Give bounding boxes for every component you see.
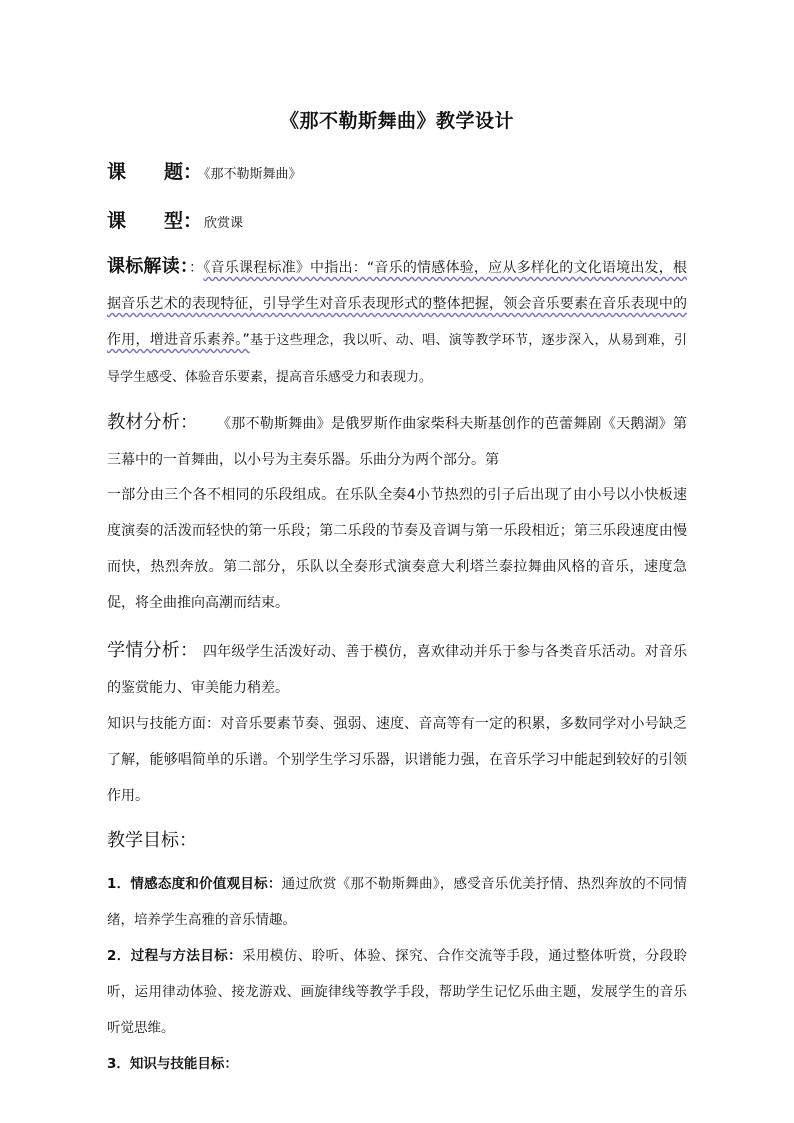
goal-item-1 bbox=[107, 866, 687, 938]
goal-1-label: 情感态度和价值观目标： bbox=[130, 876, 282, 892]
students-paragraph-2 bbox=[107, 706, 687, 814]
course-label: 课 题： bbox=[107, 161, 203, 183]
standard-paragraph bbox=[107, 249, 687, 396]
goal-2-label: 过程与方法目标： bbox=[130, 948, 243, 964]
students-text-1: 四年级学生活泼好动、善于模仿，喜欢律动并乐于参与各类音乐活动。对音乐的鉴赏能力、审美能力稍差。 bbox=[107, 644, 688, 696]
textbook-label: 教材分析： bbox=[107, 412, 199, 433]
goal-3-label: 知识与技能目标： bbox=[129, 1056, 238, 1072]
course-field bbox=[107, 157, 302, 184]
document-title: 《那不勒斯舞曲》教学设计 bbox=[279, 110, 514, 132]
goal-1-text: 通过欣赏《那不勒斯舞曲》，感受音乐优美抒情、热烈奔放的不同情绪，培养学生高雅的音乐情趣。 bbox=[107, 876, 688, 928]
goal-item-2 bbox=[107, 938, 687, 1046]
standard-label: 课标解读： bbox=[107, 256, 190, 277]
goal-3-number: 3． bbox=[107, 1056, 130, 1072]
course-value: 《那不勒斯舞曲》 bbox=[204, 167, 302, 182]
goal-item-3 bbox=[107, 1046, 687, 1082]
type-field bbox=[107, 206, 243, 233]
goal-1-number: 1． bbox=[107, 876, 131, 892]
students-label: 学情分析： bbox=[107, 640, 199, 661]
goal-2-number: 2． bbox=[107, 948, 131, 964]
students-paragraph bbox=[107, 633, 687, 706]
students-text-2: 知识与技能方面：对音乐要素节奏、强弱、速度、音高等有一定的积累，多数同学对小号缺乏了解，能够唱简单的乐谱。个别学生学习乐器，识谱能力强，在音乐学习中能起到较好的引领作用。 bbox=[107, 716, 687, 804]
textbook-paragraph bbox=[107, 405, 687, 478]
goals-heading: 教学目标： bbox=[107, 830, 197, 851]
type-value: 欣赏课 bbox=[204, 216, 244, 231]
standard-quote: 《音乐课程标准》中指出：“音乐的情感体验，应从多样化的文化语境出发，根据音乐艺术的表现特征，引导学生对音乐表现形式的整体把握，领会音乐要素在音乐表现中的作用，增进音乐素养。” bbox=[107, 260, 687, 348]
standard-rest: 基于这些理念，我以听、动、唱、演等教学环节，逐步深入，从易到难，引导学生感受、体验音乐要素，提高音乐感受力和表现力。 bbox=[107, 333, 687, 385]
standard-prefix: ： bbox=[189, 260, 204, 276]
textbook-text-1: 《那不勒斯舞曲》是俄罗斯作曲家柴科夫斯基创作的芭蕾舞剧《天鹅湖》第三幕中的一首舞曲，以小号为主奏乐器。乐曲分为两个部分。第 bbox=[107, 416, 687, 468]
goal-2-text: 采用模仿、聆听、体验、探究、合作交流等手段，通过整体听赏，分段聆听，运用律动体验、接龙游戏、画旋律线等教学手段，帮助学生记忆乐曲主题，发展学生的音乐听觉思维。 bbox=[107, 948, 688, 1036]
textbook-text-2: 一部分由三个各不相同的乐段组成。在乐队全奏4小节热烈的引子后出现了由小号以小快板速度演奏的活泼而轻快的第一乐段；第二乐段的节奏及音调与第一乐段相近；第三乐段速度由慢而快，热烈奔放。第二部分，乐队以全奏形式演奏意大利塔兰泰拉舞曲风格的音乐，速度急促，将全曲推向高潮而结束。 bbox=[107, 487, 687, 611]
textbook-paragraph-2 bbox=[107, 477, 687, 621]
type-label: 课 型： bbox=[107, 210, 203, 232]
